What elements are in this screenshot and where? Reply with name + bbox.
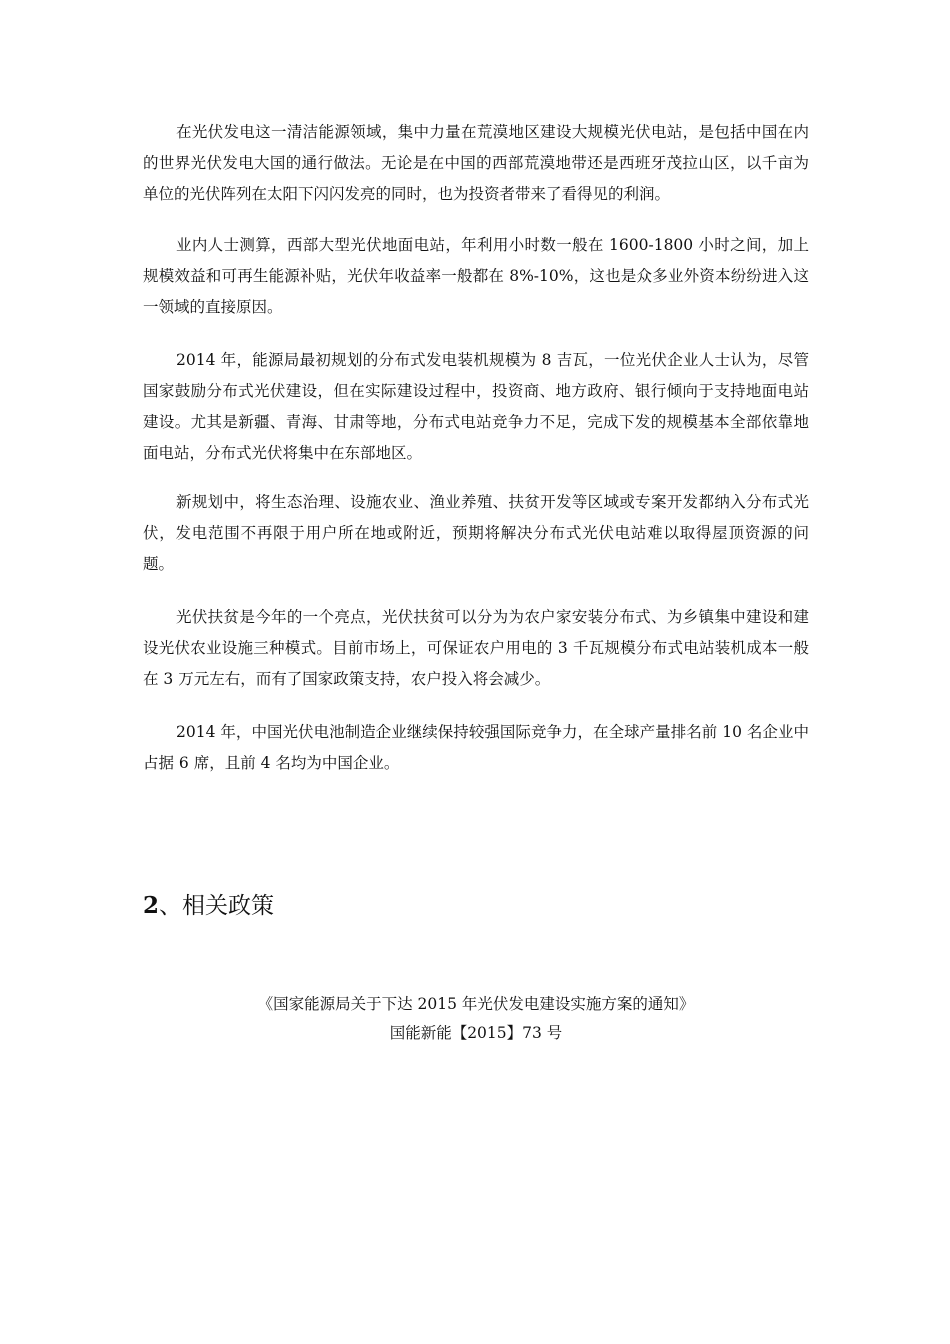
body-paragraph-5: 光伏扶贫是今年的一个亮点，光伏扶贫可以分为为农户家安装分布式、为乡镇集中建设和建设光伏农业设施三种模式。目前市场上，可保证农户用电的 3 千瓦规模分布式电站装机成本一般在 3 万元左右，而有了国家政策支持，农户投入将会减少。 [143,608,809,688]
body-paragraph-4: 新规划中，将生态治理、设施农业、渔业养殖、扶贫开发等区域或专案开发都纳入分布式光伏，发电范围不再限于用户所在地或附近，预期将解决分布式光伏电站难以取得屋顶资源的问题。 [143,493,809,573]
section-number: 2 [143,892,160,919]
section-separator: 、 [159,893,183,919]
body-paragraph-6: 2014 年，中国光伏电池制造企业继续保持较强国际竞争力，在全球产量排名前 10 名企业中占据 6 席，且前 4 名均为中国企业。 [143,723,809,772]
body-paragraph-3: 2014 年，能源局最初规划的分布式发电装机规模为 8 吉瓦，一位光伏企业人士认为，尽管国家鼓励分布式光伏建设，但在实际建设过程中，投资商、地方政府、银行倾向于支持地面电站建设。尤其是新疆、青海、甘肃等地，分布式电站竞争力不足，完成下发的规模基本全部依靠地面电站，分布式光伏将集中在东部地区。 [143,351,809,462]
body-paragraph-1: 在光伏发电这一清洁能源领域，集中力量在荒漠地区建设大规模光伏电站，是包括中国在内的世界光伏发电大国的通行做法。无论是在中国的西部荒漠地带还是西班牙茂拉山区，以千亩为单位的光伏阵列在太阳下闪闪发亮的同时，也为投资者带来了看得见的利润。 [143,123,809,203]
body-paragraph-2: 业内人士测算，西部大型光伏地面电站，年利用小时数一般在 1600-1800 小时之间，加上规模效益和可再生能源补贴，光伏年收益率一般都在 8%-10%，这也是众多业外资本纷纷进入这一领域的直接原因。 [143,236,809,316]
policy-document-title: 《国家能源局关于下达 2015 年光伏发电建设实施方案的通知》 [257,995,695,1013]
section-heading [143,888,274,924]
section-title: 相关政策 [182,893,275,919]
policy-document-number: 国能新能【2015】73 号 [389,1024,563,1042]
